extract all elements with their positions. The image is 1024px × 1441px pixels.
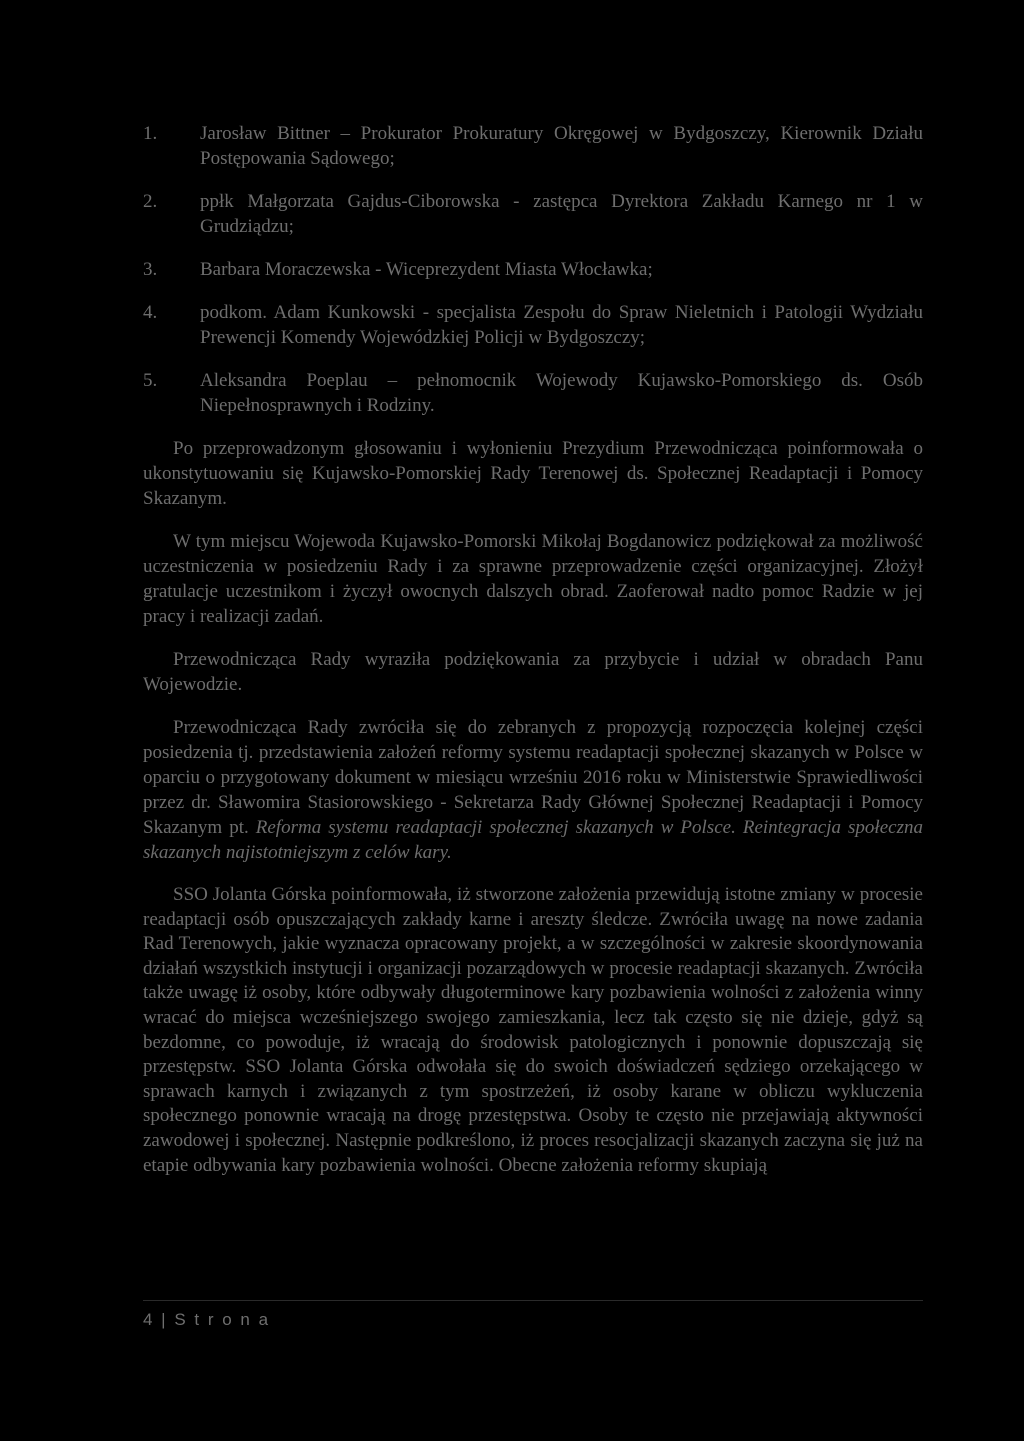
- list-item: [143, 257, 923, 282]
- page-number-label: 4 | S t r o n a: [143, 1310, 271, 1329]
- paragraph-reform-proposal: [143, 715, 923, 865]
- list-item-number: 4.: [143, 302, 158, 323]
- list-item-text: podkom. Adam Kunkowski - specjalista Zespołu do Spraw Nieletnich i Patologii Wydziału Prewencji Komendy Wojewódzkiej Policji w Bydgoszczy;: [200, 302, 923, 348]
- list-item-text: Aleksandra Poeplau – pełnomocnik Wojewody Kujawsko-Pomorskiego ds. Osób Niepełnosprawnych i Rodziny.: [200, 370, 923, 416]
- list-item-number: 1.: [143, 123, 158, 144]
- list-item-text: Jarosław Bittner – Prokurator Prokuratury Okręgowej w Bydgoszczy, Kierownik Działu Postępowania Sądowego;: [200, 123, 923, 169]
- list-item: [143, 121, 923, 171]
- footer-divider: [143, 1300, 923, 1301]
- list-item-text: ppłk Małgorzata Gajdus-Ciborowska - zastępca Dyrektora Zakładu Karnego nr 1 w Grudziądzu;: [200, 191, 923, 237]
- list-item: [143, 189, 923, 239]
- paragraph-gorska-report: SSO Jolanta Górska poinformowała, iż stworzone założenia przewidują istotne zmiany w procesie readaptacji osób opuszczających zakłady karne i areszty śledcze. Zwróciła uwagę na nowe zadania Rad Terenowych, jakie wyznacza opracowany projekt, a w szczególności w zakresie skoordynowania działań wszystkich instytucji i organizacji pozarządowych w procesie readaptacji skazanych. Zwróciła także uwagę iż osoby, które odbywały długoterminowe kary pozbawienia wolności z założenia winny wracać do miejsca wcześniejszego swojego zamieszkania, lecz tak często się nie dzieje, gdyż są bezdomne, co powoduje, iż wracają do środowisk patologicznych i ponownie dopuszczają się przestępstw. SSO Jolanta Górska odwołała się do swoich doświadczeń sędziego orzekającego w sprawach karnych i związanych z tym spostrzeżeń, iż osoby karane w obliczu wykluczenia społecznego ponownie wracają na drogę przestępstwa. Osoby te często nie przejawiają aktywności zawodowej i społecznej. Następnie podkreślono, iż proces resocjalizacji skazanych zaczyna się już na etapie odbywania kary pozbawienia wolności. Obecne założenia reformy skupiają: [143, 884, 923, 1176]
- document-title-italic: Reforma systemu readaptacji społecznej skazanych w Polsce. Reintegracja społeczna skazanych najistotniejszym z celów kary.: [143, 817, 923, 863]
- paragraph-chair-thanks: Przewodnicząca Rady wyraziła podziękowania za przybycie i udział w obradach Panu Wojewodzie.: [143, 649, 923, 695]
- list-item: [143, 368, 923, 418]
- list-item-text: Barbara Moraczewska - Wiceprezydent Miasta Włocławka;: [200, 259, 653, 280]
- list-item-number: 2.: [143, 191, 158, 212]
- paragraph-council-constituted: Po przeprowadzonym głosowaniu i wyłonieniu Prezydium Przewodnicząca poinformowała o ukonstytuowaniu się Kujawsko-Pomorskiej Rady Terenowej ds. Społecznej Readaptacji i Pomocy Skazanym.: [143, 438, 923, 509]
- document-body: [143, 121, 923, 1196]
- page-footer: [143, 1300, 923, 1340]
- list-item-number: 3.: [143, 259, 158, 280]
- paragraph-reform-proposal-text: Przewodnicząca Rady zwróciła się do zebranych z propozycją rozpoczęcia kolejnej części posiedzenia tj. przedstawienia założeń reformy systemu readaptacji społecznej skazanych w Polsce w oparciu o przygotowany dokument w miesiącu wrześniu 2016 roku w Ministerstwie Sprawiedliwości przez dr. Sławomira Stasiorowskiego - Sekretarza Rady Głównej Społecznej Readaptacji i Pomocy Skazanym pt.: [143, 717, 923, 838]
- list-item: [143, 300, 923, 350]
- list-item-number: 5.: [143, 370, 158, 391]
- paragraph-voivode-thanks: W tym miejscu Wojewoda Kujawsko-Pomorski Mikołaj Bogdanowicz podziękował za możliwość uczestniczenia w posiedzeniu Rady i za sprawne przeprowadzenie części organizacyjnej. Złożył gratulacje uczestnikom i życzył owocnych dalszych obrad. Zaoferował nadto pomoc Radzie w jej pracy i realizacji zadań.: [143, 531, 923, 627]
- member-list: [143, 121, 923, 418]
